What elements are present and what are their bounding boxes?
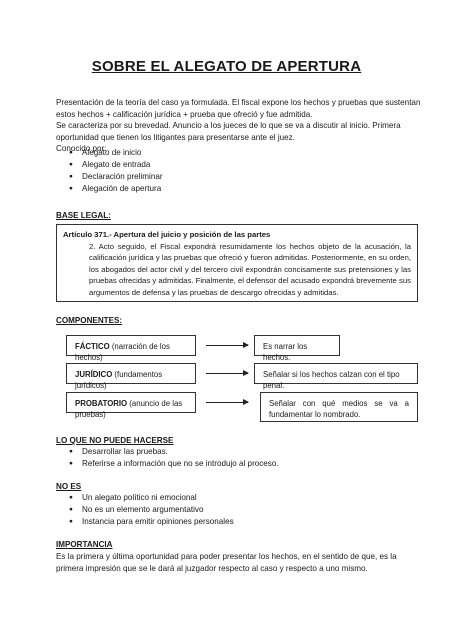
component-detail: (anuncio de las pruebas) [75,399,183,419]
intro-line-1: Presentación de la teoría del caso ya formulada. El fiscal expone los hechos y pruebas que sustentan [56,98,421,107]
component-term: PROBATORIO [75,399,128,408]
component-result-box: Es narrar los hechos. [254,335,340,356]
base-legal-heading: BASE LEGAL: [56,211,111,220]
article-title: Artículo 371.- Apertura del juicio y posición de las partes [63,230,271,239]
list-item: ● Desarrollar las pruebas. [69,446,279,458]
component-box-juridico [66,363,196,390]
component-detail: (narración de los hechos) [75,342,170,362]
no-es-list [69,492,234,528]
no-es-heading: NO ES [56,482,82,491]
document-title: SOBRE EL ALEGATO DE APERTURA [91,58,362,75]
component-detail: (fundamentos jurídicos) [75,370,163,390]
component-result-box: Señalar con qué medios se va a fundamentar lo nombrado. [260,392,418,422]
arrow-right-icon [206,373,248,374]
article-text: 2. Acto seguido, el Fiscal expondrá resumidamente los hechos objeto de la acusación, la calificación jurídica y las pruebas que ofreció y fueron admitidas. Posteriormente, en su orden, los abogados del actor civil y del tercero civil expondrán concisamente sus pretensiones y las pruebas ofrecidas y admitidas. Finalmente, el defensor del acusado expondrá brevemente sus argumentos de defensa y las pruebas de descargo ofrecidas y admitidas. [89,241,411,297]
list-item: ● Alegato de inicio [69,147,163,159]
component-box-factico [66,335,196,362]
list-item: ● Alegación de apertura [69,183,163,195]
componentes-heading: COMPONENTES: [56,316,123,325]
component-term: FÁCTICO [75,342,110,351]
arrow-right-icon [206,345,248,346]
importancia-text: Es la primera y última oportunidad para poder presentar los hechos, en el sentido de que, es la primera impresión que se le dará al juzgador respecto al caso y respecto a uno mismo. [56,552,397,573]
no-puede-heading: LO QUE NO PUEDE HACERSE [56,436,174,445]
arrow-right-icon [206,402,248,403]
component-result-box: Señalar si los hechos calzan con el tipo penal. [254,363,418,384]
component-term: JURÍDICO [75,370,113,379]
list-item: ● No es un elemento argumentativo [69,504,234,516]
intro-line-5: Conocido por: [56,144,107,153]
no-puede-list [69,446,279,470]
list-item: ● Declaración preliminar [69,171,163,183]
intro-line-4: oportunidad que tienen los litigantes para presentarse ante el juez. [56,132,295,142]
known-as-list [69,147,163,195]
intro-line-2: estos hechos + calificación jurídica + prueba que ofreció y fue admitida. [56,109,313,119]
list-item: ● Un alegato político ni emocional [69,492,234,504]
intro-line-3: Se caracteriza por su brevedad. Anuncio a los jueces de lo que se va a discutir al inicio. Primera [56,121,401,130]
list-item: ● Alegato de entrada [69,159,163,171]
component-box-probatorio [66,392,196,419]
importancia-heading: IMPORTANCIA [56,540,113,549]
base-legal-box [56,224,418,302]
list-item: ● Instancia para emitir opiniones personales [69,516,234,528]
list-item: ● Referirse a información que no se introdujo al proceso. [69,458,279,470]
